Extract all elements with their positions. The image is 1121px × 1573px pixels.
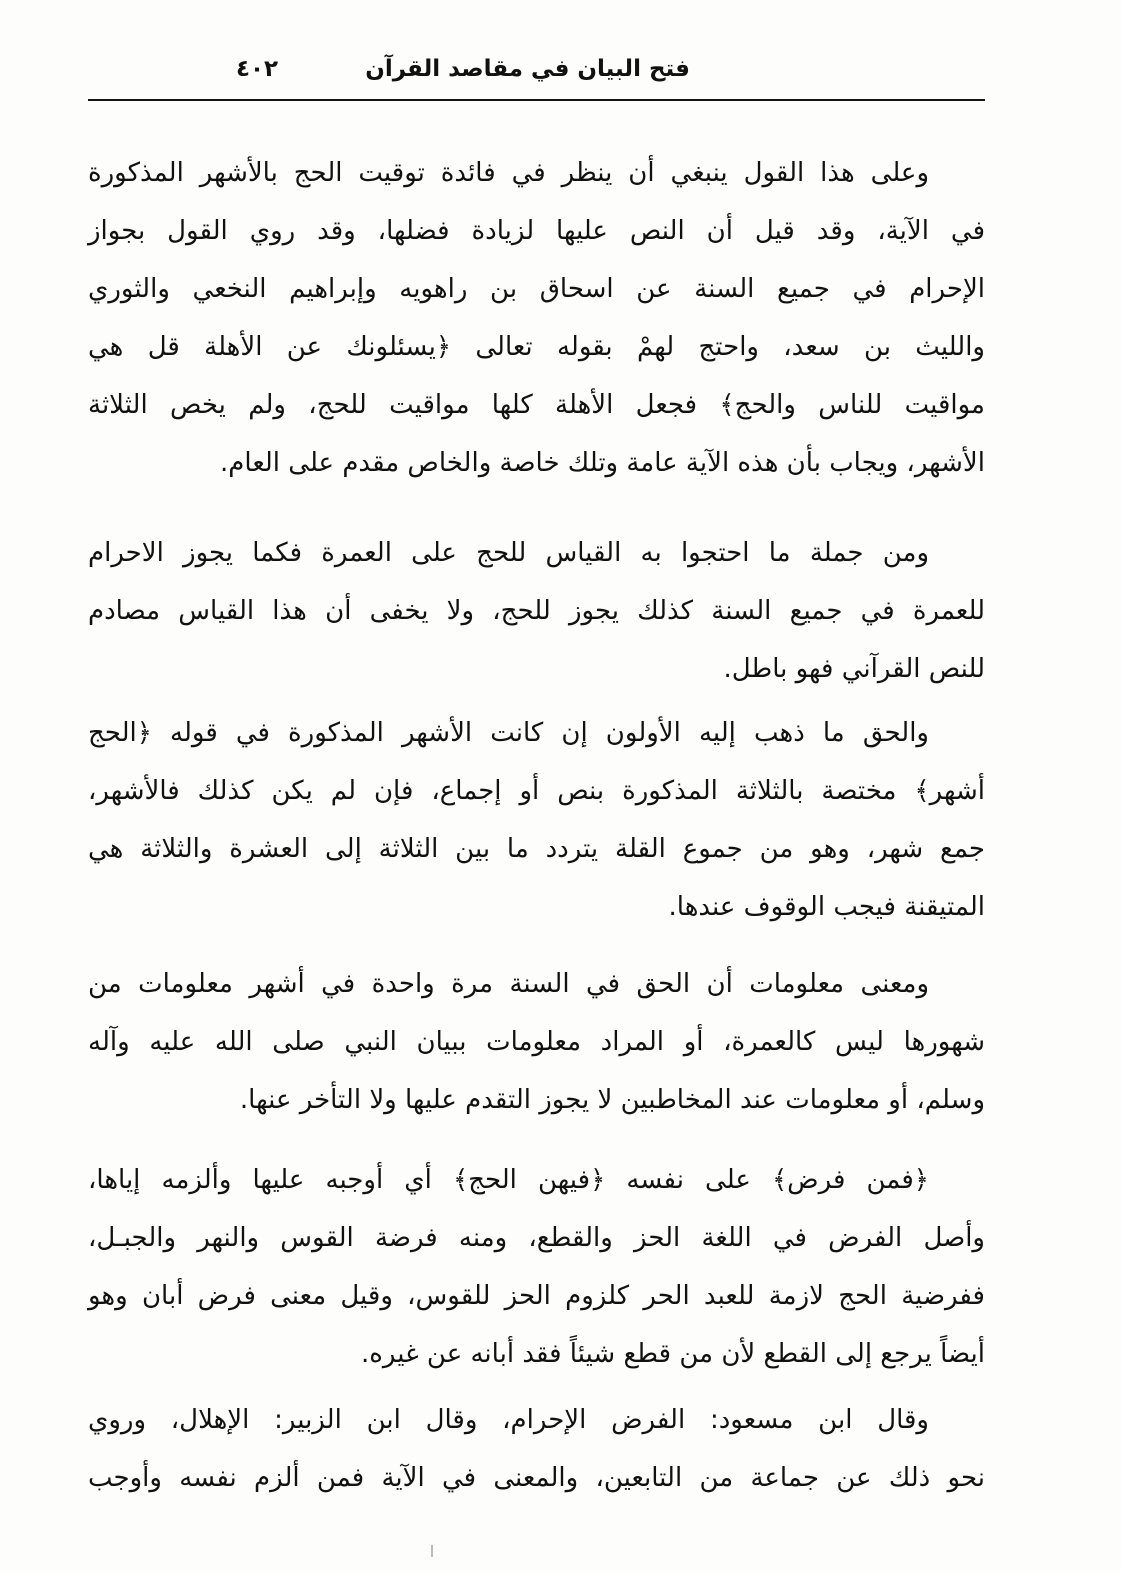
text-line: شهورها ليس كالعمرة، أو المراد معلومات ببيان النبي صلى الله عليه وآله [88,1027,985,1057]
text-line: ﴿فمن فرض﴾ على نفسه ﴿فيهن الحج﴾ أي أوجبه عليها وألزمه إياها، [88,1165,929,1195]
text-line: الأشهر، ويجاب بأن هذه الآية عامة وتلك خاصة والخاص مقدم على العام. [220,448,985,478]
text-line: للنص القرآني فهو باطل. [723,654,985,684]
text-line: للعمرة في جميع السنة كذلك يجوز للحج، ولا يخفى أن هذا القياس مصادم [88,596,985,626]
paragraph [88,524,985,698]
paragraph [88,1151,985,1383]
running-header-title: فتح البيان في مقاصد القرآن [365,56,690,82]
text-line: مواقيت للناس والحج﴾ فجعل الأهلة كلها مواقيت للحج، ولم يخص الثلاثة [88,390,985,420]
paragraph [88,1391,985,1507]
text-line: ومن جملة ما احتجوا به القياس للحج على العمرة فكما يجوز الاحرام [88,538,929,568]
text-line: جمع شهر، وهو من جموع القلة يتردد ما بين الثلاثة إلى العشرة والثلاثة هي [88,834,985,864]
text-line: والليث بن سعد، واحتج لهمْ بقوله تعالى ﴿يسئلونك عن الأهلة قل هي [88,332,985,362]
paragraph [88,144,985,492]
paragraph [88,704,985,936]
text-line: أيضاً يرجع إلى القطع لأن من قطع شيئاً فقد أبانه عن غيره. [360,1339,985,1369]
header-divider [88,99,985,101]
page-number: ٤٠٢ [235,56,279,82]
text-line: وأصل الفرض في اللغة الحز والقطع، ومنه فرضة القوس والنهر والجبـل، [88,1223,985,1253]
paragraph [88,955,985,1129]
scan-artifact [431,1545,433,1557]
text-line: في الآية، وقد قيل أن النص عليها لزيادة فضلها، وقد روي القول بجواز [88,216,985,246]
text-line: ففرضية الحج لازمة للعبد الحر كلزوم الحز للقوس، وقيل معنى فرض أبان وهو [88,1281,985,1311]
text-line: ومعنى معلومات أن الحق في السنة مرة واحدة في أشهر معلومات من [88,969,929,999]
text-line: وقال ابن مسعود: الفرض الإحرام، وقال ابن الزبير: الإهلال، وروي [88,1405,929,1435]
text-line: نحو ذلك عن جماعة من التابعين، والمعنى في الآية فمن ألزم نفسه وأوجب [88,1463,985,1493]
text-line: وسلم، أو معلومات عند المخاطبين لا يجوز التقدم عليها ولا التأخر عنها. [239,1085,985,1115]
text-line: أشهر﴾ مختصة بالثلاثة المذكورة بنص أو إجماع، فإن لم يكن كذلك فالأشهر، [88,776,985,806]
text-line: الإحرام في جميع السنة عن اسحاق بن راهويه وإبراهيم النخعي والثوري [88,274,985,304]
text-line: وعلى هذا القول ينبغي أن ينظر في فائدة توقيت الحج بالأشهر المذكورة [88,158,929,188]
text-line: المتيقنة فيجب الوقوف عندها. [668,892,985,922]
text-line: والحق ما ذهب إليه الأولون إن كانت الأشهر المذكورة في قوله ﴿الحج [88,718,929,748]
